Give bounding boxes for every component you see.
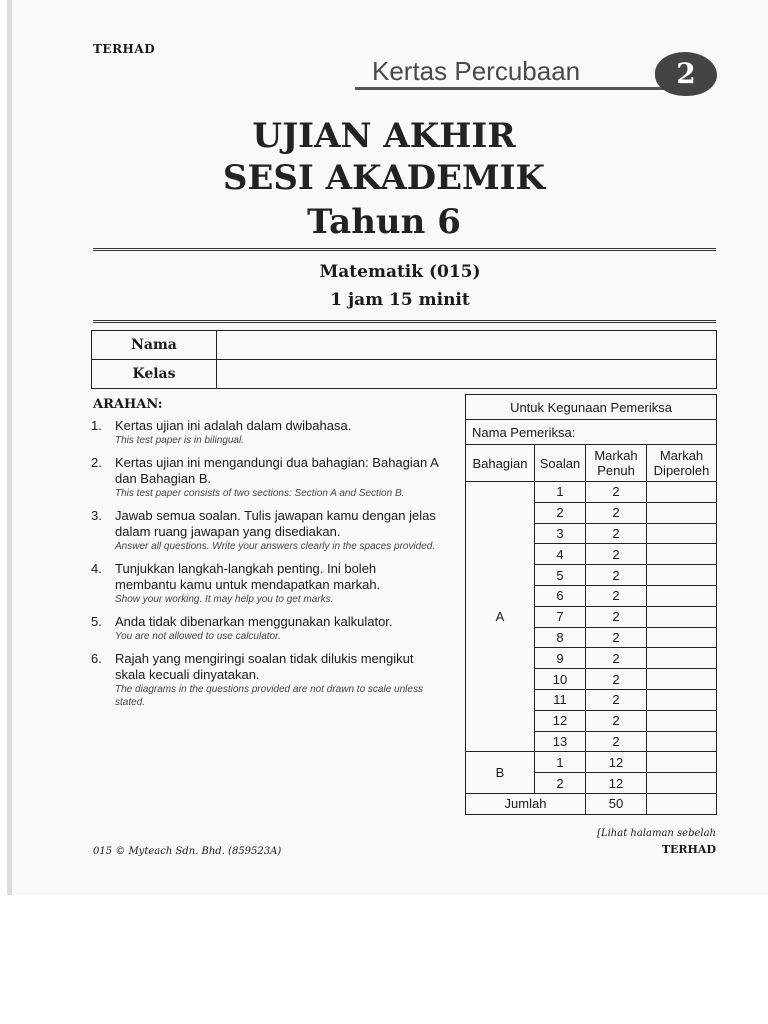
question-number: 8 — [535, 627, 586, 648]
question-number: 2 — [535, 502, 586, 523]
instruction-number: 4. — [91, 561, 102, 576]
full-marks: 2 — [586, 669, 647, 690]
instruction-item — [91, 508, 441, 553]
col-full-marks-header: Markah Penuh — [586, 445, 647, 482]
obtained-marks-cell[interactable] — [647, 482, 717, 503]
question-number: 2 — [535, 773, 586, 794]
table-row — [466, 482, 717, 503]
question-number: 3 — [535, 523, 586, 544]
obtained-marks-cell[interactable] — [647, 565, 717, 586]
section-b-label: B — [466, 752, 535, 794]
question-number: 11 — [535, 689, 586, 710]
full-marks: 2 — [586, 565, 647, 586]
divider-bottom — [93, 320, 716, 323]
full-marks: 2 — [586, 523, 647, 544]
full-marks: 2 — [586, 585, 647, 606]
name-label: Nama — [92, 331, 217, 360]
obtained-marks-cell[interactable] — [647, 523, 717, 544]
exam-title-line3: Tahun 6 — [307, 202, 461, 242]
col-section-header: Bahagian — [466, 445, 535, 482]
question-number: 1 — [535, 752, 586, 773]
paper-number-badge: 2 — [655, 52, 717, 96]
instruction-malay: Jawab semua soalan. Tulis jawapan kamu dengan jelas dalam ruang jawapan yang disediakan. — [115, 508, 436, 539]
series-underline — [355, 87, 695, 90]
series-title: Kertas Percubaan — [372, 56, 581, 86]
class-label: Kelas — [92, 360, 217, 389]
instruction-english: This test paper is in bilingual. — [115, 435, 244, 446]
restricted-label-top: TERHAD — [93, 42, 156, 56]
instruction-english: This test paper consists of two sections: Section A and Section B. — [115, 488, 405, 499]
full-marks: 2 — [586, 648, 647, 669]
col-obtained-marks-header: Markah Diperoleh — [647, 445, 717, 482]
class-row — [92, 360, 717, 389]
obtained-marks-cell[interactable] — [647, 689, 717, 710]
full-marks: 2 — [586, 710, 647, 731]
instruction-malay: Kertas ujian ini adalah dalam dwibahasa. — [115, 418, 352, 433]
next-page-note: [Lihat halaman sebelah — [597, 828, 716, 839]
instruction-malay: Kertas ujian ini mengandungi dua bahagian: Bahagian A dan Bahagian B. — [115, 455, 439, 486]
full-marks: 2 — [586, 502, 647, 523]
question-number: 1 — [535, 482, 586, 503]
question-number: 5 — [535, 565, 586, 586]
instruction-english: You are not allowed to use calculator. — [115, 631, 281, 642]
instruction-number: 1. — [91, 418, 102, 433]
obtained-marks-cell[interactable] — [647, 773, 717, 794]
instruction-item — [91, 418, 441, 447]
subject-name: Matematik (015) — [319, 262, 481, 282]
instruction-item — [91, 561, 441, 606]
obtained-marks-cell[interactable] — [647, 752, 717, 773]
question-number: 13 — [535, 731, 586, 752]
obtained-marks-cell[interactable] — [647, 731, 717, 752]
exam-duration: 1 jam 15 minit — [330, 290, 470, 310]
publisher-footer: 015 © Myteach Sdn. Bhd. (859523A) — [93, 846, 282, 857]
obtained-marks-cell[interactable] — [647, 627, 717, 648]
question-number: 7 — [535, 606, 586, 627]
instruction-english: Answer all questions. Write your answers clearly in the spaces provided. — [115, 541, 436, 552]
question-number: 6 — [535, 585, 586, 606]
examiner-table-title: Untuk Kegunaan Pemeriksa — [466, 395, 717, 420]
full-marks: 2 — [586, 544, 647, 565]
marks-header-row — [466, 445, 717, 482]
name-field[interactable] — [217, 331, 717, 360]
question-number: 12 — [535, 710, 586, 731]
exam-title-line1: UJIAN AKHIR — [252, 116, 516, 156]
instruction-english: The diagrams in the questions provided are not drawn to scale unless stated. — [115, 684, 423, 708]
full-marks: 2 — [586, 482, 647, 503]
examiner-name-row — [466, 420, 717, 445]
obtained-marks-cell[interactable] — [647, 502, 717, 523]
full-marks: 12 — [586, 773, 647, 794]
restricted-label-bottom: TERHAD — [661, 843, 716, 856]
examiner-title-row — [466, 395, 717, 420]
question-number: 10 — [535, 669, 586, 690]
instruction-malay: Tunjukkan langkah-langkah penting. Ini boleh membantu kamu untuk mendapatkan markah. — [115, 561, 381, 592]
obtained-marks-cell[interactable] — [647, 710, 717, 731]
obtained-marks-cell[interactable] — [647, 669, 717, 690]
full-marks: 2 — [586, 731, 647, 752]
question-number: 9 — [535, 648, 586, 669]
section-a-label: A — [466, 482, 535, 752]
total-obtained-cell[interactable] — [647, 793, 717, 814]
obtained-marks-cell[interactable] — [647, 606, 717, 627]
student-id-table — [91, 330, 717, 389]
instruction-malay: Rajah yang mengiringi soalan tidak dilukis mengikut skala kecuali dinyatakan. — [115, 651, 414, 682]
question-number: 4 — [535, 544, 586, 565]
instructions-heading: ARAHAN: — [93, 397, 163, 412]
instruction-number: 5. — [91, 614, 102, 629]
total-label: Jumlah — [466, 793, 586, 814]
instruction-number: 2. — [91, 455, 102, 470]
divider-top — [93, 248, 716, 251]
instructions-list — [91, 418, 441, 717]
full-marks: 2 — [586, 606, 647, 627]
class-field[interactable] — [217, 360, 717, 389]
instruction-number: 3. — [91, 508, 102, 523]
instruction-english: Show your working. It may help you to get marks. — [115, 594, 334, 605]
col-question-header: Soalan — [535, 445, 586, 482]
full-marks: 12 — [586, 752, 647, 773]
obtained-marks-cell[interactable] — [647, 648, 717, 669]
table-row — [466, 752, 717, 773]
name-row — [92, 331, 717, 360]
exam-title-line2: SESI AKADEMIK — [222, 158, 546, 198]
obtained-marks-cell[interactable] — [647, 544, 717, 565]
full-marks: 2 — [586, 689, 647, 710]
instruction-item — [91, 651, 441, 709]
examiner-marks-table — [465, 394, 717, 815]
full-marks: 2 — [586, 627, 647, 648]
obtained-marks-cell[interactable] — [647, 585, 717, 606]
instruction-malay: Anda tidak dibenarkan menggunakan kalkulator. — [115, 614, 393, 629]
instruction-item — [91, 614, 441, 643]
examiner-name-label: Nama Pemeriksa: — [466, 420, 717, 445]
instruction-number: 6. — [91, 651, 102, 666]
total-row — [466, 793, 717, 814]
instruction-item — [91, 455, 441, 500]
total-full-marks: 50 — [586, 793, 647, 814]
